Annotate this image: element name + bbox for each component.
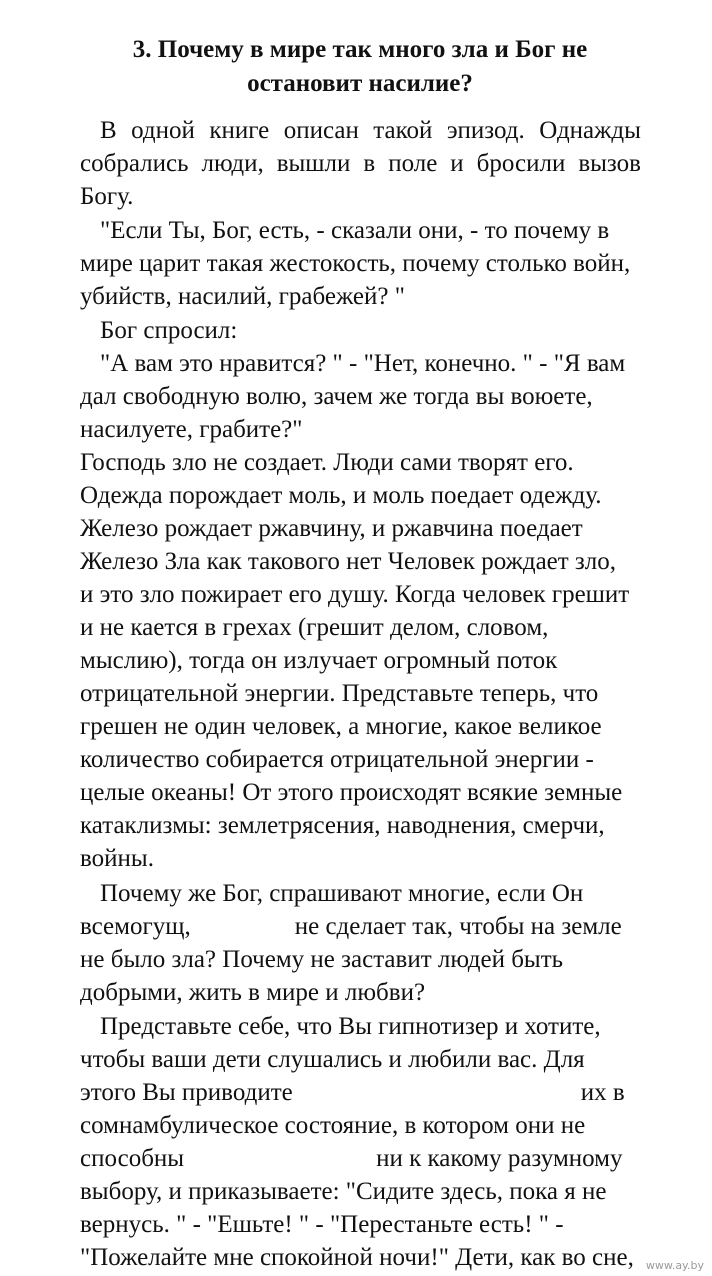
page-title-line-2: остановит насилие?: [247, 70, 473, 97]
text-line: мире царит такая жестокость, почему столько войн,: [80, 250, 631, 277]
text-line: Бог спросил:: [100, 317, 238, 344]
text-line: отрицательной энергии. Представьте теперь, что: [80, 680, 599, 707]
text-line: сомнамбулическое состояние, в котором они не: [80, 1112, 586, 1139]
text-line: Богу.: [80, 183, 134, 210]
watermark: www.ay.by: [645, 1259, 704, 1272]
text-line: "Пожелайте мне спокойной ночи!" Дети, как во сне,: [80, 1244, 634, 1271]
text-line: Железо Зла как такового нет Человек рождает зло,: [80, 548, 617, 575]
text-line: Одежда порождает моль, и моль поедает одежду.: [80, 482, 602, 509]
text-fragment: не сделает так, чтобы на земле: [294, 913, 622, 940]
text-line: мыслию), тогда он излучает огромный поток: [80, 647, 558, 674]
text-line: грешен не один человек, а многие, какое великое: [80, 713, 602, 740]
text-line: Господь зло не создает. Люди сами творят его.: [80, 449, 574, 476]
text-line-split: [80, 1076, 641, 1109]
text-line: В одной книге описан такой эпизод. Однажды: [100, 117, 641, 144]
text-line: выбору, и приказываете: "Сидите здесь, пока я не: [80, 1178, 607, 1205]
text-fragment: всемогущ,: [80, 913, 191, 940]
text-line: не было зла? Почему не заставит людей быть: [80, 946, 564, 973]
text-line: Представьте себе, что Вы гипнотизер и хотите,: [100, 1013, 601, 1040]
text-line: катаклизмы: землетрясения, наводнения, смерчи,: [80, 812, 605, 839]
text-line: количество собирается отрицательной энергии -: [80, 746, 594, 773]
text-line-split: [80, 1142, 641, 1175]
text-line: дал свободную волю, зачем же тогда вы воюете,: [80, 383, 593, 410]
text-line: насилуете, грабите?": [80, 416, 303, 443]
text-line: собрались люди, вышли в поле и бросили вызов: [80, 150, 641, 177]
text-line: и это зло пожирает его душу. Когда человек грешит: [80, 581, 630, 608]
text-line: чтобы ваши дети слушались и любили вас. Для: [80, 1046, 585, 1073]
page-title: 3. Почему в мире так много зла и Бог не: [132, 36, 588, 63]
text-line: Железо рождает ржавчину, и ржавчина поедает: [80, 515, 583, 542]
text-line: убийств, насилий, грабежей? ": [80, 283, 405, 310]
text-fragment: ни к какому разумному: [376, 1145, 623, 1172]
text-line: войны.: [80, 845, 154, 872]
text-fragment: способны: [80, 1145, 185, 1172]
text-line: "Если Ты, Бог, есть, - сказали они, - то почему в: [100, 217, 610, 244]
text-line: добрыми, жить в мире и любви?: [80, 979, 426, 1006]
text-line-split: [80, 910, 641, 943]
text-fragment: этого Вы приводите: [80, 1079, 293, 1106]
text-line: целые океаны! От этого происходят всякие земные: [80, 779, 623, 806]
text-line: вернусь. " - "Ешьте! " - "Перестаньте есть! " -: [80, 1211, 564, 1238]
text-line: и не кается в грехах (грешит делом, словом,: [80, 614, 549, 641]
text-fragment: их в: [580, 1079, 625, 1106]
text-line: Почему же Бог, спрашивают многие, если Он: [100, 880, 584, 907]
text-line: "А вам это нравится? " - "Нет, конечно. " - "Я вам: [100, 350, 626, 377]
